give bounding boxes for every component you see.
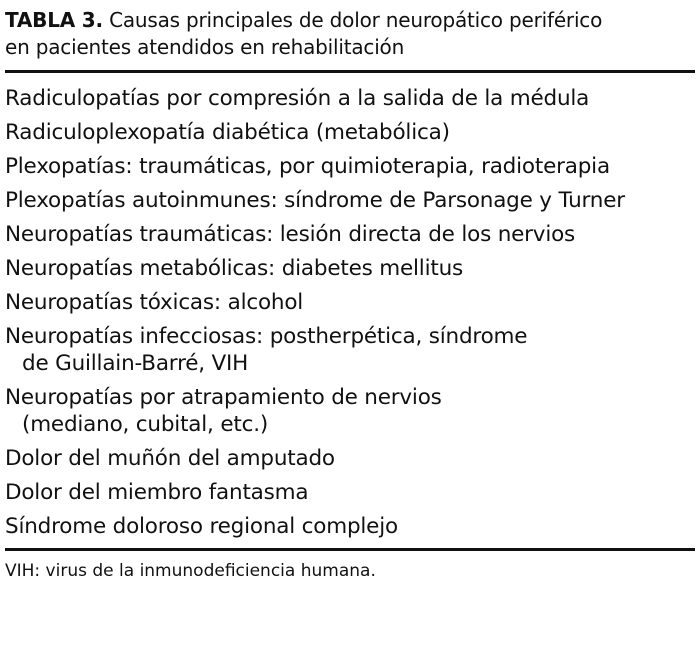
- row-text: Neuropatías traumáticas: lesión directa de los nervios: [5, 222, 576, 247]
- table-row: [5, 187, 695, 214]
- table-title-part-1: Causas principales de dolor neuropático periférico: [102, 8, 603, 32]
- table-footnote: VIH: virus de la inmunodeficiencia humana.: [5, 561, 376, 581]
- table-row: [5, 119, 695, 146]
- caption-line-1: [5, 7, 695, 34]
- table-row: [5, 153, 695, 180]
- row-text: Radiculoplexopatía diabética (metabólica): [5, 120, 450, 145]
- row-text: Plexopatías: traumáticas, por quimioterapia, radioterapia: [5, 154, 610, 179]
- table-3: [5, 0, 695, 582]
- row-text: Dolor del muñón del amputado: [5, 446, 335, 471]
- table-row: [5, 289, 695, 316]
- table-title-part-2: en pacientes atendidos en rehabilitación: [5, 35, 405, 59]
- row-text: Plexopatías autoinmunes: síndrome de Parsonage y Turner: [5, 188, 625, 213]
- row-text-continued: de Guillain-Barré, VIH: [22, 351, 249, 376]
- table-label: TABLA 3.: [5, 8, 103, 32]
- row-text: Dolor del miembro fantasma: [5, 480, 309, 505]
- table-row: [5, 445, 695, 472]
- row-text: Radiculopatías por compresión a la salida de la médula: [5, 86, 590, 111]
- table-row: [5, 513, 695, 540]
- table-row: [5, 479, 695, 506]
- row-text: Neuropatías metabólicas: diabetes mellitus: [5, 256, 464, 281]
- row-text: Neuropatías infecciosas: postherpética, síndrome: [5, 324, 528, 349]
- table-row: [5, 221, 695, 248]
- row-text: Neuropatías por atrapamiento de nervios: [5, 385, 442, 410]
- row-text-continued: (mediano, cubital, etc.): [22, 412, 269, 437]
- table-row: [5, 323, 695, 377]
- row-text: Neuropatías tóxicas: alcohol: [5, 290, 304, 315]
- table-row: [5, 384, 695, 438]
- row-text: Síndrome doloroso regional complejo: [5, 514, 398, 539]
- table-row: [5, 85, 695, 112]
- table-row: [5, 255, 695, 282]
- table-body: [5, 73, 695, 540]
- table-caption: [5, 0, 695, 61]
